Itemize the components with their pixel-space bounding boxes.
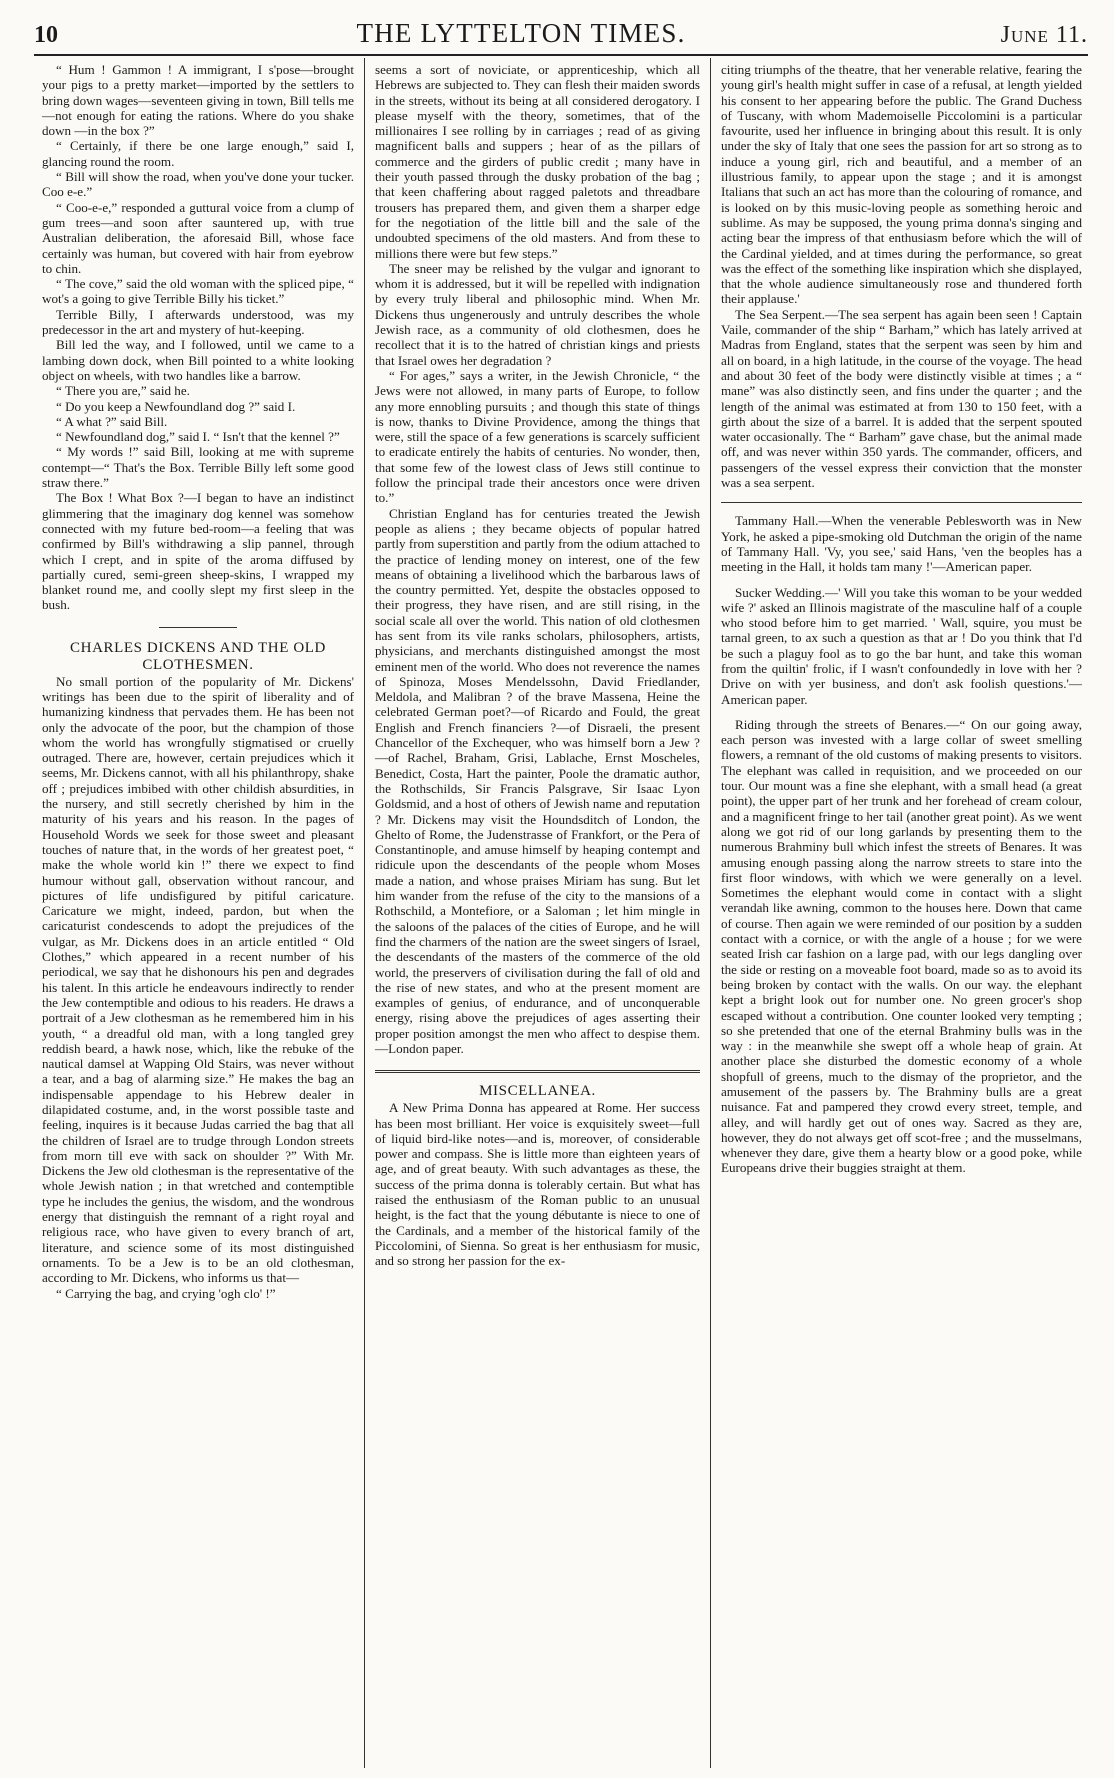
column-1 bbox=[34, 58, 364, 1768]
paragraph: Bill led the way, and I followed, until we came to a lambing down dock, when Bill pointed to a white looking object on wheels, with two handles like a barrow. bbox=[42, 337, 354, 383]
item-sea-serpent: The Sea Serpent.—The sea serpent has again been seen ! Captain Vaile, commander of the ship “ Barham,” which has lately arrived at Madras from England, states that the serpent was seen by him and all on board, in a high latitude, in the course of the voyage. The head and about 30 feet of the body were distinctly visible at times ; a “ mane” was also distinctly seen, and fins under the quarter ; and the length of the animal was estimated at from 130 to 150 feet, with a girth about the size of a barrel. It is added that the serpent spouted water occasionally. The “ Barham” gave chase, but the animal made off, and was never within 350 yards. The commander, officers, and passengers of the vessel express their conviction that the monster was a sea serpent. bbox=[721, 306, 1082, 491]
newspaper-title: THE LYTTELTON TIMES. bbox=[356, 18, 686, 48]
miscellanea-heading: MISCELLANEA. bbox=[479, 1083, 596, 1100]
page-number: 10 bbox=[34, 22, 58, 48]
item-gap bbox=[721, 575, 1082, 585]
quoted-line: “ Carrying the bag, and crying 'ogh clo' !” bbox=[56, 1285, 276, 1301]
item-prima-donna-cont: citing triumphs of the theatre, that her venerable relative, fearing the young girl's health might suffer in case of a refusal, at length yielded his consent to her appearing before the public. The Grand Duchess of Tuscany, with whom Mademoiselle Piccolomini is a particular favourite, used her influence in bringing about this result. It is only under the sky of Italy that one sees the passion for art so strong as to induce a young girl, rich and beautiful, and a member of an illustrious family, to appear upon the stage ; and it is amongst Italians that such an act has more than the colouring of romance, and is looked on by this music-loving people as something heroic and sublime. As may be supposed, the young prima donna's singing and acting bear the impress of that enthusiasm before which the will of the Cardinal yielded, and at times during the performance, so great was the effect of the something like inspiration which she displayed, that the whole audience simultaneously rose and thundered forth their applause.' bbox=[721, 62, 1082, 307]
paragraph: “ Coo-e-e,” responded a guttural voice from a clump of gum trees—and soon after sauntered up, with true Australian deliberation, the aforesaid Bill, whose face certainly was human, but covered with hair from eyebrow to chin. bbox=[42, 199, 354, 276]
paragraph: “ There you are,” said he. bbox=[56, 383, 190, 399]
paragraph: “ Do you keep a Newfoundland dog ?” said I. bbox=[56, 398, 296, 414]
paragraph: “ Bill will show the road, when you've done your tucker. Coo e-e.” bbox=[42, 169, 354, 200]
paragraph: The sneer may be relished by the vulgar and ignorant to whom it is addressed, but it will be repelled with indignation by every truly liberal and philosophic mind. When Mr. Dickens thus ungenerously and untruly describes the whole Jewish race, as a community of old clothesmen, does he recollect that it is to the hatred of christian kings and priests that Israel owes her degradation ? bbox=[375, 260, 700, 368]
issue-date: June 11. bbox=[1000, 22, 1088, 48]
paragraph: “ Certainly, if there be one large enough,” said I, glancing round the room. bbox=[42, 138, 354, 169]
paragraph: “ A what ?” said Bill. bbox=[56, 413, 168, 429]
columns bbox=[34, 58, 1088, 1768]
item-divider bbox=[721, 502, 1082, 503]
item-sucker-wedding: Sucker Wedding.—' Will you take this woman to be your wedded wife ?' asked an Illinois magistrate of the masculine half of a couple who stood before him to get married. ' Wall, squire, you must be tarnal green, to ax such a question as that ar ! Do you think that I'd be such a plaguy fool as to go the bar hunt, and take this woman from the quiltin' frolic, if I wasn't confoundedly in love with her ? Drive on with yer business, and don't ask foolish questions.'—American paper. bbox=[721, 584, 1082, 707]
column-2 bbox=[364, 58, 710, 1768]
paragraph: Christian England has for centuries treated the Jewish people as aliens ; they became objects of popular hatred partly from superstition and partly from the odium attached to the practice of lending money on interest, one of the few means of obtaining a livelihood which the barbarous laws of the country permitted. Yet, despite the obstacles opposed to their progress, they have risen, and are still rising, in the social scale all over the world. This nation of old clothesmen has sent from its vile ranks scholars, philosophers, artists, physicians, and merchants distinguished amongst the most eminent men of the world. Who does not reverence the names of Spinoza, Moses Mendelssohn, David Friedlander, Meldola, and Malibran ? of the brave Massena, Heine the celebrated German poet?—of Ricardo and Fould, the great English and French financiers ?—of Disraeli, the present Chancellor of the Exchequer, who was himself born a Jew ?—of Rachel, Braham, Grisi, Lablache, Ernst Moscheles, Benedict, Costa, Hart the painter, Poole the dramatic author, the Rothschilds, Sir Francis Palsgrave, Sir Isaac Lyon Goldsmid, and a host of others of Jewish name and reputation ? Mr. Dickens may visit the Houndsditch of London, the Ghelto of Rome, the Judenstrasse of Frankfort, or the Pera of Constantinople, and amuse himself by heaping contempt and ridicule upon the descendants of the people whom Moses made a nation, and whose praises Miriam has sung. But let him wander from the refuse of the city to the mansions of a Rothschild, a Montefiore, or a Saloman ; let him mingle in the saloons of the palaces of the cities of Europe, and he will find the charmers of the nation are the sweet singers of Israel, the descendants of the masters of the commerce of the old world, the preservers of civilisation during the fall of old and the rise of new states, and who at the present moment are examples of genius, of endurance, and of unconquerable energy, rising above the prejudices of ages asserting their proper position amongst the men who affect to despise them.—London paper. bbox=[375, 505, 700, 1056]
paragraph: “ The cove,” said the old woman with the spliced pipe, “ wot's a going to give Terrible Billy his ticket.” bbox=[42, 276, 354, 307]
paragraph: “ Newfoundland dog,” said I. “ Isn't that the kennel ?” bbox=[56, 429, 340, 445]
item-gap bbox=[721, 707, 1082, 717]
item-benares: Riding through the streets of Benares.—“ On our going away, each person was invested with a large collar of sweet smelling flowers, a remnant of the old customs of making presents to visitors. The elephant was called in requisition, and we proceeded on our tour. Our mount was a fine she elephant, with a small head (a great point), the upper part of her trunk and her forehead of cream colour, and a magnificent fringe to her tail (another great point). As we went along we got rid of our long garlands by presenting them to the numerous Brahminy bull which infest the streets of Benares. It was amusing enough passing along the narrow streets to stare into the first floor windows, with which we were generally on a level. Sometimes the elephant would come in contact with a slight verandah like awning, common to the houses here. Down that came of course. Then again we were reminded of our position by a sudden contact with a cornice, or with the angle of a house ; for we were seated Irish car fashion on a large pad, with our legs dangling over the side or resting on a moveable foot board, made so as to avoid its being broken by contact with the walls. On our way. the elephant kept a bright look out for number one. No green grocer's shop escaped without a contribution. One counter looked very tempting ; so she pretended that one of the eternal Brahminy bulls was in the way : in the meanwhile she swept off a whole heap of grain. At another place she disturbed the domestic economy of a whole shopfull of greens, much to the dismay of the proprietor, and the amusement of the passers by. The Brahminy bulls are a great nuisance. Fat and pampered they crowd every street, temple, and alley, and will hardly get out of ones way. Sacred as they are, however, they do not always get off scot-free ; and the musselmans, whenever they dare, give them a hearty blow or a good poke, while Europeans drive their buggies straight at them. bbox=[721, 716, 1082, 1176]
paragraph: seems a sort of noviciate, or apprenticeship, which all Hebrews are subjected to. They can flesh their maiden swords in the streets, without its being at all considered derogatory. I please myself with the theory, sometimes, that of the millionaires I see rolling by in carriages ; read of as giving magnificent balls and suppers ; hear of as the pillars of commerce and the girders of public credit ; many have in their youth passed through the dusky probation of the bag ; that keen chaffering about ragged paletots and threadbare trousers has prepared them, and given them a sharper edge for the negotiation of the little bill and the sale of the undoubted specimens of the old masters. And from these to millions there were but few steps.” bbox=[375, 62, 700, 261]
paragraph: “ For ages,” says a writer, in the Jewish Chronicle, “ the Jews were not allowed, in many parts of Europe, to follow any more ennobling pursuits ; and though this state of things is now, thanks to Divine Providence, among the things that were, still the space of a few generations is scarcely sufficient to eradicate entirely the habits of centuries. No wonder, then, that some few of the lowest class of Jews still continue to follow the principal trade their ancestors once were driven to.” bbox=[375, 367, 700, 506]
article-body-dickens: No small portion of the popularity of Mr. Dickens' writings has been due to the spirit of liberality and of humanizing kindness that pervades them. He has been not only the advocate of the poor, but the champion of those whom the world has wrongfully stigmatised or cruelly outraged. There are, however, certain prejudices which it seems, Mr. Dickens cannot, with all his philanthropy, shake off ; prejudices imbibed with other childish absurdities, in the nursery, and still secretly cherished by him in the maturity of his years and his reason. In the pages of Household Words we seek for those sweet and pleasant touches of nature that, in the words of her greatest poet, “ make the whole world kin !” there we expect to find humour without gall, observation without rancour, and pictures of life undisfigured by pitiful caricature. Caricature we might, indeed, pardon, but when the caricaturist condescends to adopt the prejudices of the vulgar, as Mr. Dickens does in an article entitled “ Old Clothes,” which appeared in a recent number of his periodical, we say that he dishonours his pen and degrades his talent. In this article he endeavours indirectly to render the Jew contemptible and odious to his readers. He draws a portrait of a Jew clothesman as he remembered him in his youth, “ a dreadful old man, with a long tangled grey reddish beard, a hawk nose, which, like the rebuke of the nautical damsel at Wapping Old Stairs, was never without a tear, and a bag of alarming size.” He makes the bag an indispensable appendage to his Hebrew dealer in dilapidated costume, and, in the worst possible taste and feeling, inquires is it because Judas carried the bag that all the children of Israel are to trudge through London streets from morn till eve with sack on shoulder ?” With Mr. Dickens the Jew old clothesman is the representative of the whole Jewish nation ; in that wretched and contemptible type he includes the genius, the wisdom, and the wondrous energy that distinguish the remnant of a right royal and religious race, who have given to every branch of art, literature, and science some of its most distinguished ornaments. To be a Jew is to be an old clothesman, according to Mr. Dickens, who informs us that— bbox=[42, 673, 354, 1286]
section-divider bbox=[375, 1070, 700, 1073]
masthead-rule bbox=[34, 54, 1088, 56]
paragraph: “ Hum ! Gammon ! A immigrant, I s'pose—brought your pigs to a pretty market—imported by the settlers to bring down wages—seventeen giving in town, Bill tells me—not enough for eating the rations. Where do you shake down —in the box ?” bbox=[42, 62, 354, 139]
paragraph: The Box ! What Box ?—I began to have an indistinct glimmering that the imaginary dog kennel was somehow connected with my future bed-room—a feeling that was confirmed by Bill's withdrawing a slip pannel, through which I crept, and in spite of the aroma diffused by partially cured, semi-green sheep-skins, I wrapped my blanket round me, and coolly slept my first sleep in the bush. bbox=[42, 490, 354, 613]
article-heading-dickens: CHARLES DICKENS AND THE OLD CLOTHESMEN. bbox=[70, 639, 326, 673]
masthead bbox=[34, 18, 1088, 52]
column-3 bbox=[710, 58, 1088, 1768]
section-divider bbox=[159, 627, 237, 628]
paragraph: Terrible Billy, I afterwards understood, was my predecessor in the art and mystery of hut-keeping. bbox=[42, 306, 354, 338]
paragraph: “ My words !” said Bill, looking at me with supreme contempt—“ That's the Box. Terrible Billy left some good straw there.” bbox=[42, 444, 354, 491]
item-tammany-hall: Tammany Hall.—When the venerable Peblesworth was in New York, he asked a pipe-smoking old Dutchman the origin of the name of Tammany Hall. 'Vy, you see,' said Hans, 'ven the beoples has a meeting in the Hall, it holds tam many !'—American paper. bbox=[721, 513, 1082, 575]
item-prima-donna: A New Prima Donna has appeared at Rome. Her success has been most brilliant. Her voice is exquisitely sweet—full of liquid bird-like notes—and is, moreover, of considerable power and compass. She is little more than eighteen years of age, and of great beauty. With such advantages as these, the success of the prima donna is tolerably certain. But what has raised the enthusiasm of the Roman public to an unusual height, is the fact that the young débutante is niece to one of the Cardinals, and a member of the historical family of the Piccolomini, of Sienna. So great is her enthusiasm for music, and so strong her passion for the ex- bbox=[375, 1100, 700, 1269]
